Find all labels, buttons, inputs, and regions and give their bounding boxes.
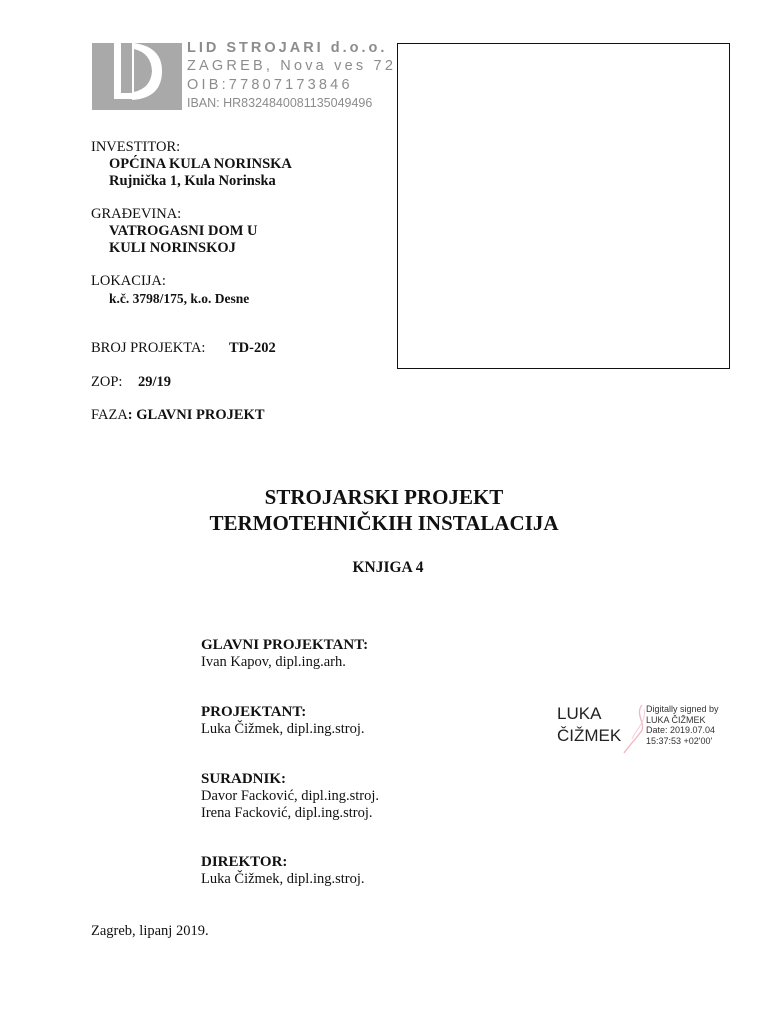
lokacija-label: LOKACIJA: [91, 273, 166, 289]
place-date: Zagreb, lipanj 2019. [91, 923, 209, 939]
investitor-name: OPĆINA KULA NORINSKA [109, 156, 292, 172]
company-info [187, 40, 396, 112]
glavni-projektant-label: GLAVNI PROJEKTANT: [201, 637, 369, 653]
stamp-frame [397, 43, 730, 369]
company-address: ZAGREB, Nova ves 72 [187, 58, 397, 74]
direktor-name: Luka Čižmek, dipl.ing.stroj. [201, 871, 365, 887]
suradnik-name-2: Irena Facković, dipl.ing.stroj. [201, 805, 373, 821]
signature-detail-1: Digitally signed by [646, 704, 719, 714]
company-name: LID STROJARI d.o.o. [187, 40, 388, 56]
investitor-label: INVESTITOR: [91, 139, 181, 155]
gradevina-line1: VATROGASNI DOM U [109, 223, 258, 239]
broj-projekta-label: BROJ PROJEKTA: [91, 340, 206, 356]
investitor-address: Rujnička 1, Kula Norinska [109, 173, 276, 189]
company-iban: IBAN: HR8324840081135049496 [187, 96, 373, 110]
title-line2: TERMOTEHNIČKIH INSTALACIJA [209, 511, 559, 535]
faza-value: : GLAVNI PROJEKT [127, 407, 265, 423]
gradevina-label: GRAĐEVINA: [91, 206, 182, 222]
direktor-label: DIREKTOR: [201, 854, 288, 870]
glavni-projektant-name: Ivan Kapov, dipl.ing.arh. [201, 654, 346, 670]
zop-value: 29/19 [138, 374, 172, 390]
projektant-name: Luka Čižmek, dipl.ing.stroj. [201, 721, 365, 737]
projektant-label: PROJEKTANT: [201, 704, 307, 720]
signature-name-line2: ČIŽMEK [557, 726, 622, 745]
signature-detail-2: LUKA ČIŽMEK [646, 714, 706, 725]
company-oib: OIB:77807173846 [187, 77, 353, 93]
zop-label: ZOP: [91, 374, 123, 390]
signature-name-line1: LUKA [557, 704, 602, 723]
signature-details [646, 704, 719, 746]
suradnik-label: SURADNIK: [201, 771, 287, 787]
lokacija-value: k.č. 3798/175, k.o. Desne [109, 291, 250, 306]
book-number: KNJIGA 4 [352, 559, 424, 576]
suradnik-name-1: Davor Facković, dipl.ing.stroj. [201, 788, 380, 804]
faza-row [91, 407, 265, 424]
gradevina-line2: KULI NORINSKOJ [109, 240, 236, 256]
signature-detail-3: Date: 2019.07.04 [646, 725, 716, 735]
company-logo [92, 43, 182, 110]
digital-signature-name [557, 703, 621, 747]
broj-projekta-value: TD-202 [229, 340, 276, 356]
faza-label: FAZA [91, 407, 128, 423]
title-line1: STROJARSKI PROJEKT [264, 485, 504, 509]
signature-detail-4: 15:37:53 +02'00' [646, 735, 713, 746]
